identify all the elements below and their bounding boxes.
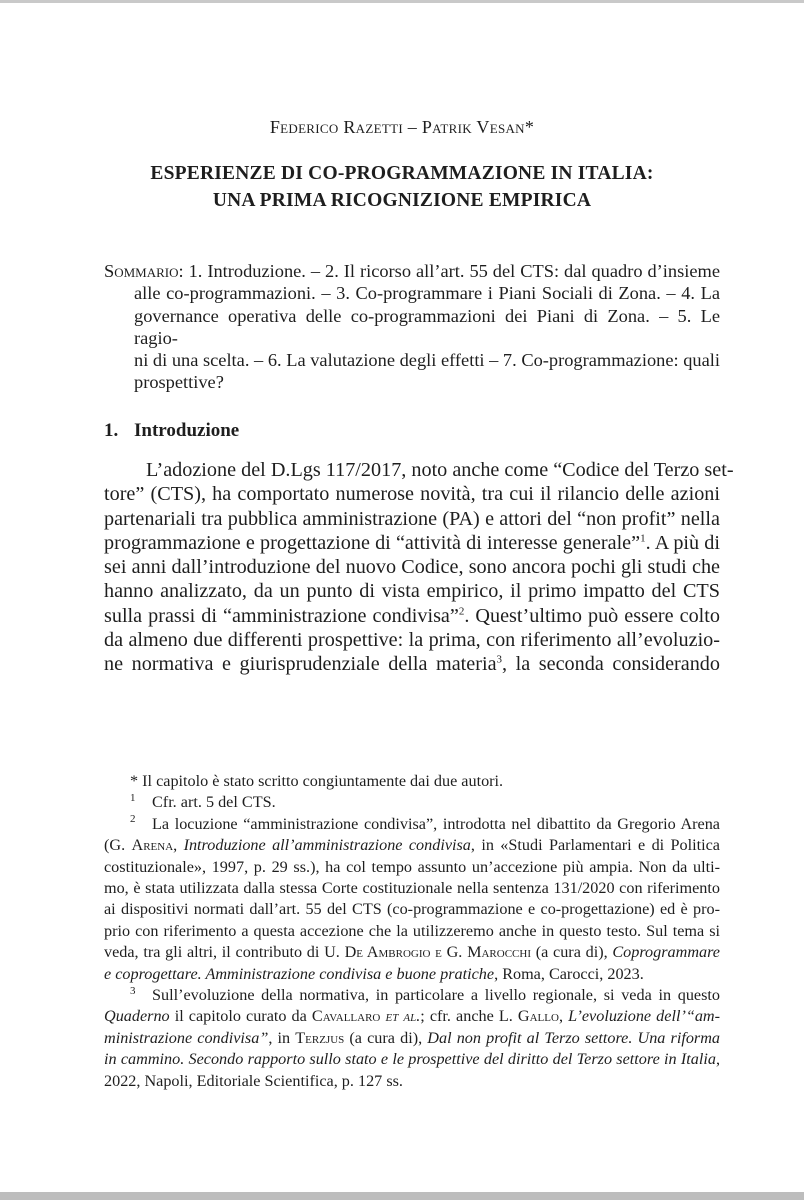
body-line-2: tore” (CTS), ha comportato numerose novità, tra cui il rilancio delle azioni bbox=[104, 483, 720, 506]
footnote-ref-2[interactable]: 2 bbox=[458, 605, 465, 618]
body-line-6: hanno analizzato, da un punto di vista empirico, il primo impatto del CTS bbox=[104, 580, 720, 603]
summary-line-3: governance operativa delle co-programmazioni dei Piani di Zona. – 5. Le ragio- bbox=[134, 305, 720, 348]
authors-line: Federico Razetti – Patrik Vesan* bbox=[269, 117, 535, 137]
footnote-2-line-8: e coprogettare. Amministrazione condivisa e buone pratiche, Roma, Carocci, 2023. bbox=[104, 964, 644, 983]
chapter-title-line-1: ESPERIENZE DI CO-PROGRAMMAZIONE IN ITALIA: bbox=[150, 163, 654, 184]
footnote-3-line-1: 3 Sull’evoluzione della normativa, in particolare a livello regionale, si veda in questo bbox=[130, 984, 720, 1005]
section-heading bbox=[104, 420, 239, 442]
body-line-4: programmazione e progettazione di “attività di interesse generale”$^1$. A più di bbox=[104, 531, 720, 554]
body-line-7: sulla prassi di “amministrazione condivisa”$^2$. Quest’ultimo può essere colto bbox=[104, 604, 720, 627]
summary-label: Sommario bbox=[104, 261, 179, 281]
body-paragraph bbox=[104, 458, 734, 677]
footnote-star: * Il capitolo è stato scritto congiuntamente dai due autori. bbox=[130, 772, 504, 790]
footnote-2-line-7: veda, tra gli altri, il contributo di U. De Ambrogio e G. Marocchi (a cura di), Coprogrammare bbox=[104, 943, 720, 962]
footnote-2-line-5: ai dispositivi normati dall’art. 55 del CTS (co-programmazione e co-progettazione) ed è pro- bbox=[104, 900, 720, 919]
summary-line-2: alle co-programmazioni. – 3. Co-programmare i Piani Sociali di Zona. – 4. La bbox=[134, 283, 720, 304]
section-number: 1. bbox=[104, 420, 119, 441]
footnote-ref-1[interactable]: 1 bbox=[640, 532, 646, 545]
body-line-1: L’adozione del D.Lgs 117/2017, noto anche come “Codice del Terzo set- bbox=[146, 459, 734, 481]
page-bottom-border bbox=[0, 1192, 804, 1200]
footnote-2-line-4: mo, è stata utilizzata dalla stessa Corte costituzionale nella sentenza 131/2020 con riferimento bbox=[104, 879, 720, 898]
body-line-9: ne normativa e giurisprudenziale della materia$^3$, la seconda considerando bbox=[104, 653, 720, 676]
footnote-ref-3[interactable]: 3 bbox=[496, 653, 503, 666]
body-line-3: partenariali tra pubblica amministrazione (PA) e attori del “non profit” nella bbox=[104, 507, 720, 530]
footnote-2-line-6: prio con riferimento a questa accezione che la utilizzeremo anche in questo testo. Sul tema si bbox=[104, 921, 720, 940]
summary-line-4: ni di una scelta. – 6. La valutazione degli effetti – 7. Co-programmazione: quali bbox=[134, 350, 720, 371]
footnotes bbox=[104, 771, 720, 1092]
footnote-3-line-2: Quaderno il capitolo curato da Cavallaro et al.; cfr. anche L. Gallo, L’evoluzione dell’“am- bbox=[104, 1007, 721, 1026]
chapter-title-line-2: UNA PRIMA RICOGNIZIONE EMPIRICA bbox=[212, 190, 592, 211]
summary-line-5: prospettive? bbox=[134, 372, 224, 393]
footnote-2-line-2: (G. Arena, Introduzione all’amministrazione condivisa, in «Studi Parlamentari e di Politica bbox=[104, 836, 720, 855]
footnote-1: 1 Cfr. art. 5 del CTS. bbox=[130, 792, 276, 812]
body-line-5: sei anni dall’introduzione del nuovo Codice, sono ancora pochi gli studi che bbox=[104, 556, 720, 579]
footnote-3-line-4: in cammino. Secondo rapporto sullo stato e le prospettive del diritto del Terzo settore in Italia, bbox=[104, 1050, 720, 1069]
table-of-contents-summary bbox=[104, 260, 720, 394]
summary-line-1: Sommario: 1. Introduzione. – 2. Il ricorso all’art. 55 del CTS: dal quadro d’insieme bbox=[104, 261, 720, 281]
footnote-3-line-3: ministrazione condivisa”, in Terzjus (a cura di), Dal non profit al Terzo settore. Una riforma bbox=[104, 1028, 721, 1047]
footnote-2-line-3: costituzionale», 1997, p. 29 ss.), ha col tempo assunto un’accezione più ampia. Non da ulti- bbox=[104, 857, 720, 876]
page-top-border bbox=[0, 0, 804, 3]
chapter-title bbox=[0, 160, 804, 214]
body-line-8: da almeno due differenti prospettive: la prima, con riferimento all’evoluzio- bbox=[104, 629, 720, 652]
section-title: Introduzione bbox=[134, 420, 240, 441]
footnote-3-line-5: 2022, Napoli, Editoriale Scientifica, p. 127 ss. bbox=[104, 1071, 403, 1090]
footnote-2-line-1: 2 La locuzione “amministrazione condivisa”, introdotta nel dibattito da Gregorio Arena bbox=[130, 813, 720, 833]
